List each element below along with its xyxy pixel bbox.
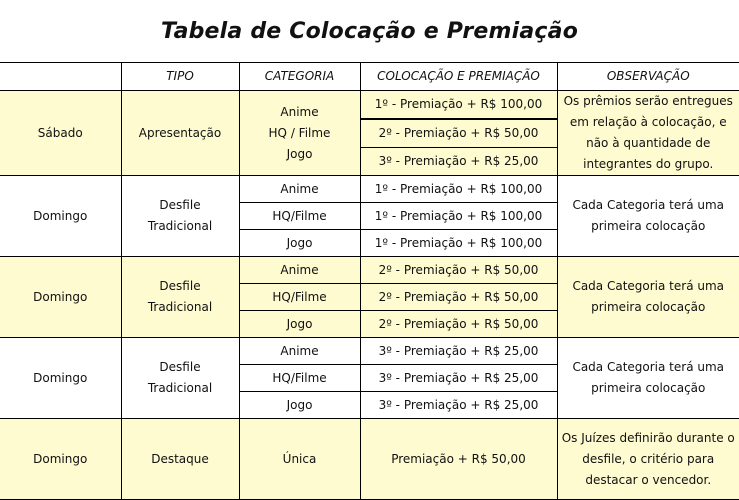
- header-tipo: TIPO: [121, 63, 239, 91]
- table-row: [0, 176, 739, 203]
- premio-cell: 2º - Premiação + R$ 50,00: [360, 284, 557, 311]
- premio-cell: 3º - Premiação + R$ 25,00: [360, 365, 557, 392]
- tipo-cell: Apresentação: [121, 91, 239, 176]
- premio-cell: 1º - Premiação + R$ 100,00: [360, 230, 557, 257]
- premio-cell: 1º - Premiação + R$ 100,00: [360, 91, 557, 119]
- tipo-cell: Desfile Tradicional: [121, 338, 239, 419]
- premio-cell: 3º - Premiação + R$ 25,00: [360, 338, 557, 365]
- premio-cell: 2º - Premiação + R$ 50,00: [360, 119, 557, 147]
- premio-cell: 2º - Premiação + R$ 50,00: [360, 311, 557, 338]
- premio-cell: 2º - Premiação + R$ 50,00: [360, 257, 557, 284]
- categoria-cell: Anime: [239, 338, 360, 365]
- table-row: [0, 257, 739, 284]
- table-row: [0, 91, 739, 119]
- day-cell: Sábado: [0, 91, 121, 176]
- table-row: [0, 338, 739, 365]
- header-row: [0, 63, 739, 91]
- header-colocacao: COLOCAÇÃO E PREMIAÇÃO: [360, 63, 557, 91]
- header-observacao: OBSERVAÇÃO: [557, 63, 739, 91]
- categoria-item: Anime: [280, 104, 319, 119]
- page-title: Tabela de Colocação e Premiação: [160, 18, 579, 44]
- observacao-cell: Cada Categoria terá uma primeira colocação: [557, 257, 739, 338]
- table-row: [0, 419, 739, 500]
- observacao-cell: Cada Categoria terá uma primeira colocação: [557, 338, 739, 419]
- categoria-cell: Jogo: [239, 311, 360, 338]
- categoria-cell: [239, 91, 360, 176]
- observacao-cell: Cada Categoria terá uma primeira colocação: [557, 176, 739, 257]
- tipo-cell: Destaque: [121, 419, 239, 500]
- observacao-cell: Os Juízes definirão durante o desfile, o critério para destacar o vencedor.: [557, 419, 739, 500]
- categoria-cell: Jogo: [239, 230, 360, 257]
- categoria-cell: Anime: [239, 176, 360, 203]
- day-cell: Domingo: [0, 176, 121, 257]
- premio-cell: Premiação + R$ 50,00: [360, 419, 557, 500]
- categoria-item: Jogo: [286, 146, 313, 161]
- categoria-cell: HQ/Filme: [239, 284, 360, 311]
- header-categoria: CATEGORIA: [239, 63, 360, 91]
- tipo-cell: Desfile Tradicional: [121, 176, 239, 257]
- categoria-cell: Jogo: [239, 392, 360, 419]
- premio-cell: 3º - Premiação + R$ 25,00: [360, 147, 557, 175]
- categoria-cell: HQ/Filme: [239, 365, 360, 392]
- categoria-cell: HQ/Filme: [239, 203, 360, 230]
- tipo-cell: Desfile Tradicional: [121, 257, 239, 338]
- day-cell: Domingo: [0, 419, 121, 500]
- categoria-item: HQ / Filme: [268, 125, 331, 140]
- day-cell: Domingo: [0, 257, 121, 338]
- prize-table: [0, 62, 739, 500]
- header-day: [0, 63, 121, 91]
- premio-cell: 1º - Premiação + R$ 100,00: [360, 203, 557, 230]
- day-cell: Domingo: [0, 338, 121, 419]
- premio-cell: 3º - Premiação + R$ 25,00: [360, 392, 557, 419]
- categoria-cell: Única: [239, 419, 360, 500]
- categoria-cell: Anime: [239, 257, 360, 284]
- observacao-cell: Os prêmios serão entregues em relação à colocação, e não à quantidade de integrantes do grupo.: [557, 91, 739, 176]
- premio-cell: 1º - Premiação + R$ 100,00: [360, 176, 557, 203]
